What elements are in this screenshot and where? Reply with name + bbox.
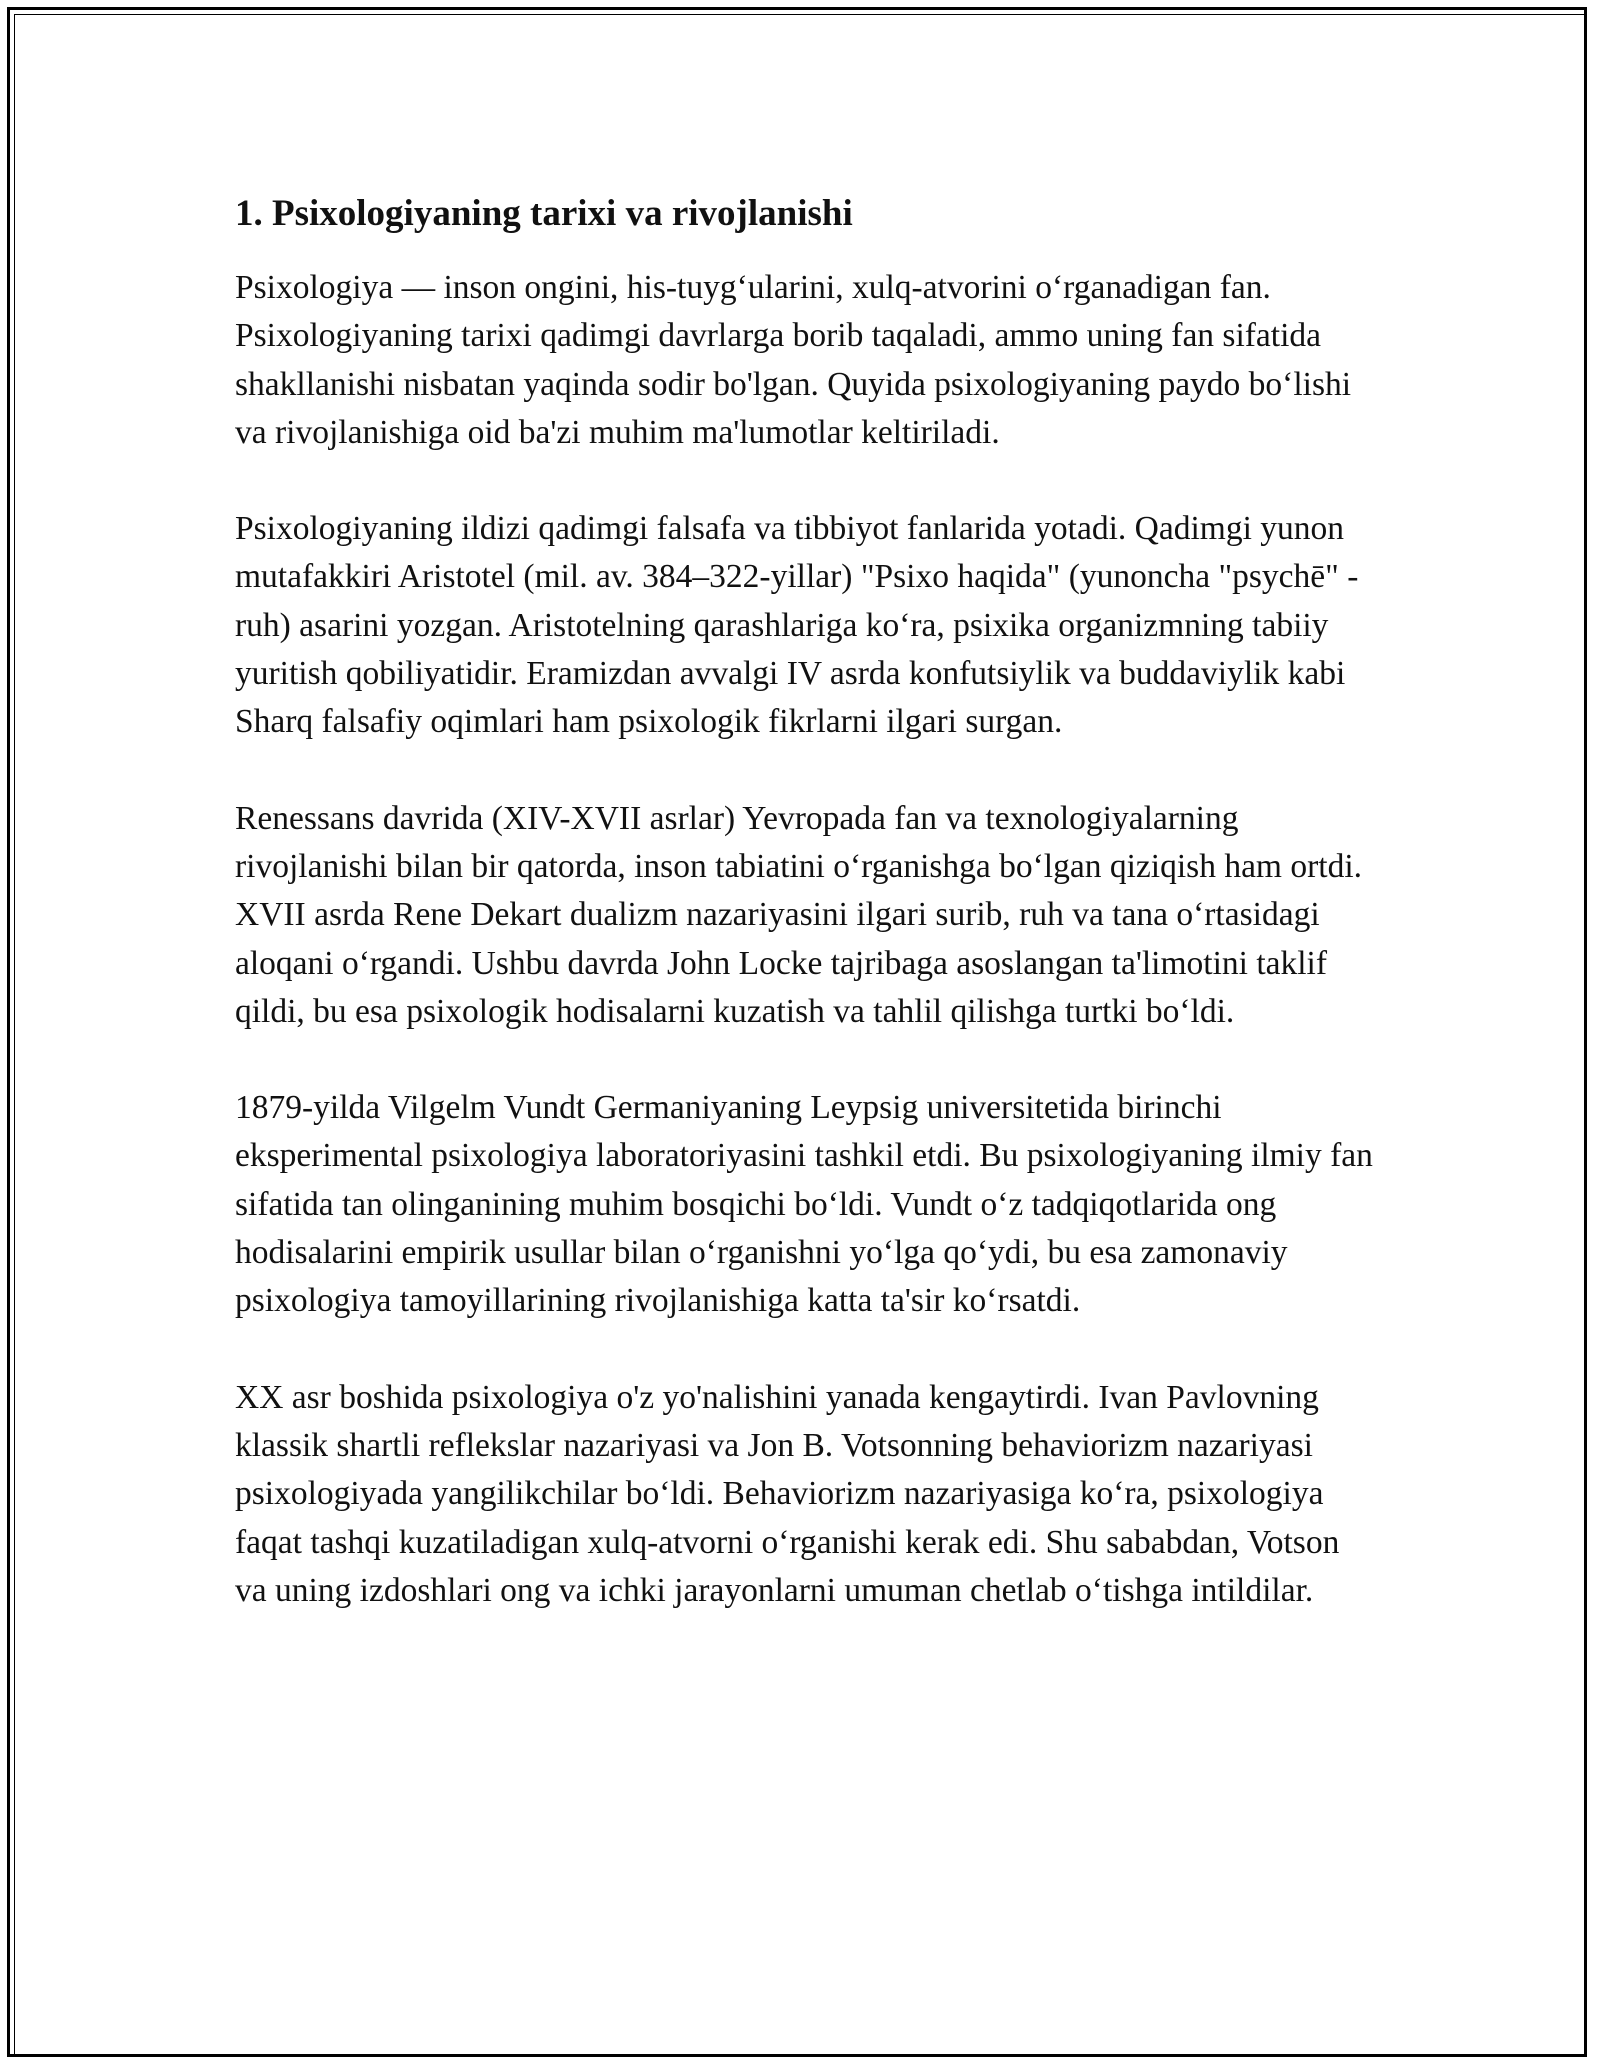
paragraph-behaviorism: XX asr boshida psixologiya o'z yo'nalishini yanada kengaytirdi. Ivan Pavlovning klassik shartli reflekslar nazariyasi va Jon B. Votsonning behaviorizm nazariyasi psixologiyada yangilikchilar bo‘ldi. Behaviorizm nazariyasiga ko‘ra, psixologiya faqat tashqi kuzatiladigan xulq-atvorni o‘rganishi kerak edi. Shu sababdan, Votson va uning izdoshlari ong va ichki jarayonlarni umuman chetlab o‘tishga intildilar.	[235, 1378, 1340, 1609]
paragraph-renaissance: Renessans davrida (XIV-XVII asrlar) Yevropada fan va texnologiyalarning rivojlanishi bilan bir qatorda, inson tabiatini o‘rganishga bo‘lgan qiziqish ham ortdi. XVII asrda Rene Dekart dualizm nazariyasini ilgari surib, ruh va tana o‘rtasidagi aloqani o‘rgandi. Ushbu davrda John Locke tajribaga asoslangan ta'limotini taklif qildi, bu esa psixologik hodisalarni kuzatish va tahlil qilishga turtki bo‘ldi.	[235, 799, 1363, 1030]
paragraph-introduction: Psixologiya — inson ongini, his-tuyg‘ularini, xulq-atvorini o‘rganadigan fan. Psixologiyaning tarixi qadimgi davrlarga borib taqaladi, ammo uning fan sifatida shakllanishi nisbatan yaqinda sodir bo'lgan. Quyida psixologiyaning paydo bo‘lishi va rivojlanishiga oid ba'zi muhim ma'lumotlar keltiriladi.	[235, 269, 1352, 451]
paragraph-wundt: 1879-yilda Vilgelm Vundt Germaniyaning Leypsig universitetida birinchi eksperimental psixologiya laboratoriyasini tashkil etdi. Bu psixologiyaning ilmiy fan sifatida tan olinganining muhim bosqichi bo‘ldi. Vundt o‘z tadqiqotlarida ong hodisalarini empirik usullar bilan o‘rganishni yo‘lga qo‘ydi, bu esa zamonaviy psixologiya tamoyillarining rivojlanishiga katta ta'sir ko‘rsatdi.	[235, 1089, 1373, 1320]
section-heading: 1. Psixologiyaning tarixi va rivojlanishi	[235, 193, 853, 234]
document-body	[235, 190, 1375, 1663]
paragraph-ancient-roots: Psixologiyaning ildizi qadimgi falsafa va tibbiyot fanlarida yotadi. Qadimgi yunon mutafakkiri Aristotel (mil. av. 384–322-yillar) "Psixo haqida" (yunoncha "psychē" - ruh) asarini yozgan. Aristotelning qarashlariga ko‘ra, psixika organizmning tabiiy yuritish qobiliyatidir. Eramizdan avvalgi IV asrda konfutsiylik va buddaviylik kabi Sharq falsafiy oqimlari ham psixologik fikrlarni ilgari surgan.	[235, 510, 1359, 741]
